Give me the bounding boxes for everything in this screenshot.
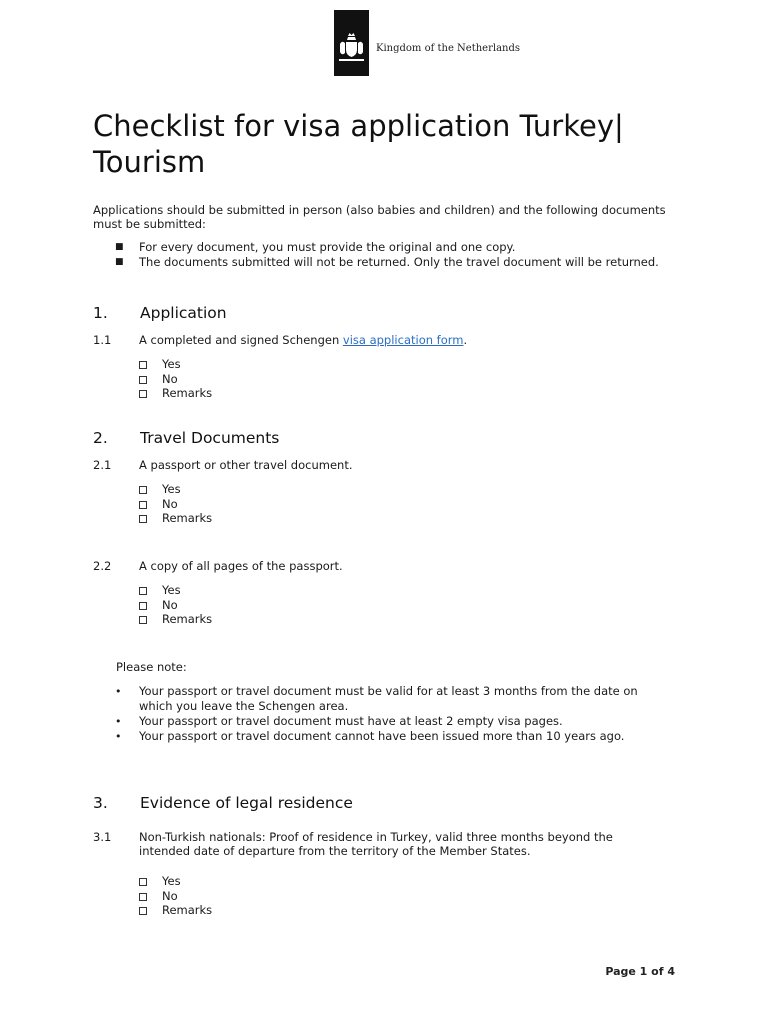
- list-item: • Your passport or travel document must have at least 2 empty visa pages.: [115, 714, 563, 728]
- list-item: • Your passport or travel document must be valid for at least 3 months from the date on which you leave the Schengen area.: [115, 684, 638, 713]
- answer-options-2-2: Yes No Remarks: [139, 583, 212, 627]
- remarks-checkbox[interactable]: [139, 390, 147, 398]
- page-title: Checklist for visa application Turkey| Tourism: [93, 109, 624, 179]
- checklist-item-3-1: 3.1 Non-Turkish nationals: Proof of residence in Turkey, valid three months beyond the intended date of departure from the territory of the Member States.: [93, 830, 613, 858]
- coat-of-arms-logo: [334, 10, 369, 76]
- list-item: ■ The documents submitted will not be returned. Only the travel document will be returned.: [115, 255, 659, 269]
- page-number: Page 1 of 4: [605, 965, 675, 978]
- remarks-checkbox[interactable]: [139, 515, 147, 523]
- coat-of-arms-icon: [334, 10, 369, 76]
- section-heading-travel-documents: 2. Travel Documents: [93, 429, 280, 447]
- yes-checkbox[interactable]: [139, 587, 147, 595]
- checklist-item-2-2: 2.2 A copy of all pages of the passport.: [93, 559, 343, 573]
- yes-checkbox[interactable]: [139, 486, 147, 494]
- answer-options-2-1: Yes No Remarks: [139, 482, 212, 526]
- please-note-label: Please note:: [116, 660, 187, 674]
- yes-checkbox[interactable]: [139, 878, 147, 886]
- section-heading-application: 1. Application: [93, 304, 227, 322]
- answer-options-1-1: Yes No Remarks: [139, 357, 212, 401]
- yes-checkbox[interactable]: [139, 361, 147, 369]
- checklist-item-1-1: 1.1 A completed and signed Schengen visa application form.: [93, 333, 468, 347]
- no-checkbox[interactable]: [139, 602, 147, 610]
- no-checkbox[interactable]: [139, 893, 147, 901]
- list-item: • Your passport or travel document cannot have been issued more than 10 years ago.: [115, 729, 625, 743]
- no-checkbox[interactable]: [139, 501, 147, 509]
- checklist-item-2-1: 2.1 A passport or other travel document.: [93, 458, 353, 472]
- intro-bullet-list: [93, 240, 659, 270]
- intro-text: Applications should be submitted in person (also babies and children) and the following documents must be submitted:: [93, 203, 666, 231]
- remarks-checkbox[interactable]: [139, 907, 147, 915]
- no-checkbox[interactable]: [139, 376, 147, 384]
- visa-application-form-link[interactable]: visa application form: [342, 333, 464, 347]
- list-item: ■ For every document, you must provide the original and one copy.: [115, 240, 516, 254]
- note-bullet-list: [93, 684, 653, 744]
- answer-options-3-1: Yes No Remarks: [139, 874, 212, 918]
- remarks-checkbox[interactable]: [139, 616, 147, 624]
- section-heading-legal-residence: 3. Evidence of legal residence: [93, 794, 353, 812]
- org-name: Kingdom of the Netherlands: [376, 43, 521, 54]
